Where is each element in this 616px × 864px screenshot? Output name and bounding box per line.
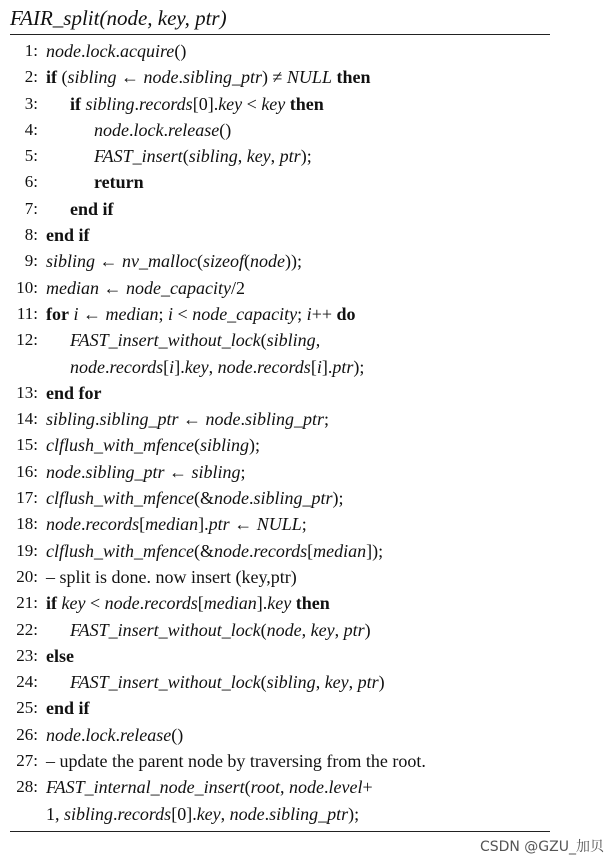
algorithm-line — [10, 774, 550, 800]
line-number: 2: — [24, 67, 38, 87]
line-number: 14: — [16, 409, 38, 429]
line-code: end for — [46, 382, 102, 403]
line-code: – split is done. now insert (key,ptr) — [46, 566, 297, 587]
algorithm-line — [10, 354, 550, 380]
line-number: 10: — [16, 277, 38, 297]
line-code: median ← node_capacity/2 — [46, 277, 245, 298]
line-code: node.lock.release() — [46, 724, 184, 745]
line-number: 18: — [16, 514, 38, 534]
algorithm-lines — [10, 35, 550, 827]
line-number: 8: — [24, 225, 38, 245]
algorithm-line — [10, 511, 550, 537]
algorithm-line — [10, 459, 550, 485]
line-code: node.lock.acquire() — [46, 41, 187, 61]
line-number: 21: — [16, 593, 38, 613]
line-code: FAST_insert_without_lock(sibling, key, ptr) — [70, 672, 385, 693]
line-code: if sibling.records[0].key < key then — [70, 93, 324, 114]
algorithm-line — [10, 196, 550, 222]
line-code: FAST_internal_node_insert(root, node.level+ — [46, 777, 373, 798]
algorithm-line — [10, 590, 550, 616]
line-number: 9: — [24, 251, 38, 271]
algorithm-line — [10, 669, 550, 695]
algorithm-block — [10, 0, 550, 832]
line-code: clflush_with_mfence(sibling); — [46, 435, 261, 456]
line-code: sibling ← nv_malloc(sizeof(node)); — [46, 251, 303, 272]
line-number: 12: — [16, 330, 38, 350]
line-code: end if — [46, 225, 90, 246]
line-number: 16: — [16, 461, 38, 481]
line-code: clflush_with_mfence(&node.sibling_ptr); — [46, 488, 344, 509]
line-number: 24: — [16, 672, 38, 692]
algorithm-line — [10, 485, 550, 511]
line-code: end if — [70, 198, 114, 219]
line-code: node.records[i].key, node.records[i].ptr); — [70, 356, 365, 377]
line-number: 20: — [16, 566, 38, 586]
line-number: 15: — [16, 435, 38, 455]
line-code: FAST_insert_without_lock(node, key, ptr) — [70, 619, 371, 640]
line-number: 13: — [16, 382, 38, 402]
line-code: else — [46, 645, 74, 666]
algorithm-line — [10, 643, 550, 669]
line-number: 3: — [24, 93, 38, 113]
algorithm-line — [10, 432, 550, 458]
line-code: return — [94, 172, 144, 193]
algorithm-line — [10, 275, 550, 301]
line-number: 1: — [24, 41, 38, 60]
algorithm-line — [10, 380, 550, 406]
line-number: 17: — [16, 488, 38, 508]
line-number: 7: — [24, 198, 38, 218]
line-code: for i ← median; i < node_capacity; i++ do — [46, 303, 356, 324]
algorithm-line — [10, 327, 550, 353]
algorithm-line — [10, 301, 550, 327]
algorithm-line — [10, 64, 550, 90]
line-number: 26: — [16, 724, 38, 744]
line-number: 4: — [24, 119, 38, 139]
line-code: if key < node.records[median].key then — [46, 593, 330, 614]
line-code: end if — [46, 698, 90, 719]
line-code: FAST_insert_without_lock(sibling, — [70, 330, 321, 351]
algorithm-line — [10, 91, 550, 117]
line-code: FAST_insert(sibling, key, ptr); — [94, 146, 312, 167]
line-code: sibling.sibling_ptr ← node.sibling_ptr; — [46, 409, 330, 430]
algorithm-line — [10, 748, 550, 774]
line-code: node.sibling_ptr ← sibling; — [46, 461, 246, 482]
line-code: 1, sibling.records[0].key, node.sibling_ptr); — [46, 803, 360, 824]
line-code: if (sibling ← node.sibling_ptr) ≠ NULL then — [46, 67, 371, 88]
line-number: 27: — [16, 751, 38, 771]
algorithm-line — [10, 222, 550, 248]
algorithm-line — [10, 538, 550, 564]
bottom-rule — [10, 831, 550, 832]
algorithm-title: FAIR_split(node, key, ptr) — [10, 3, 550, 35]
line-number: 25: — [16, 698, 38, 718]
algorithm-line — [10, 617, 550, 643]
algorithm-line — [10, 406, 550, 432]
line-number — [10, 801, 46, 827]
algorithm-line — [10, 695, 550, 721]
watermark: CSDN @GZU_加贝 — [479, 839, 604, 855]
line-number: 28: — [16, 777, 38, 797]
algorithm-line — [10, 801, 550, 827]
line-code: node.lock.release() — [94, 119, 232, 140]
line-number: 11: — [16, 303, 38, 323]
algorithm-line — [10, 564, 550, 590]
algorithm-line — [10, 722, 550, 748]
line-number: 23: — [16, 645, 38, 665]
line-number: 6: — [24, 172, 38, 192]
line-code: clflush_with_mfence(&node.records[median]); — [46, 540, 384, 561]
line-code: – update the parent node by traversing from the root. — [46, 751, 426, 772]
line-number: 19: — [16, 540, 38, 560]
algorithm-line — [10, 117, 550, 143]
line-number: 22: — [16, 619, 38, 639]
line-number — [10, 354, 46, 380]
algorithm-line — [10, 38, 550, 64]
algorithm-line — [10, 143, 550, 169]
algorithm-line — [10, 248, 550, 274]
line-number: 5: — [24, 146, 38, 166]
algorithm-line — [10, 169, 550, 195]
line-code: node.records[median].ptr ← NULL; — [46, 514, 307, 535]
